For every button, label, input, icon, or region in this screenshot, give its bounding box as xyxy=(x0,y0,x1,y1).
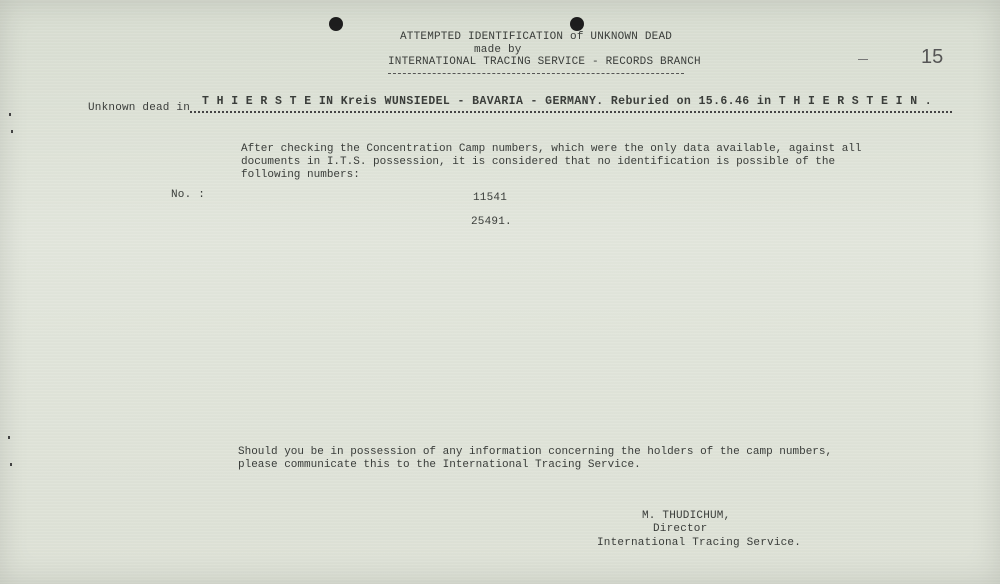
closing-paragraph xyxy=(238,446,832,472)
burial-place-line: T H I E R S T E IN Kreis WUNSIEDEL - BAVARIA - GERMANY. Reburied on 15.6.46 in T H I E R S T E I N . xyxy=(202,95,933,108)
unknown-dead-label: Unknown dead in xyxy=(88,102,191,114)
document-title: ATTEMPTED IDENTIFICATION of UNKNOWN DEAD xyxy=(400,31,673,43)
punch-hole xyxy=(329,17,343,31)
document-subtitle: made by xyxy=(474,44,522,56)
margin-speck xyxy=(9,113,11,116)
page-number: 15 xyxy=(921,46,944,68)
punch-hole xyxy=(570,17,584,31)
camp-number: 11541 xyxy=(473,192,508,204)
closing-line: please communicate this to the International Tracing Service. xyxy=(238,459,641,471)
body-paragraph xyxy=(241,143,862,182)
margin-speck xyxy=(8,436,10,439)
margin-mark xyxy=(858,59,868,60)
margin-speck xyxy=(10,463,12,466)
body-line: documents in I.T.S. possession, it is considered that no identification is possible of the xyxy=(241,156,836,168)
camp-number: 25491. xyxy=(471,216,512,228)
numbers-label: No. : xyxy=(171,189,206,201)
issuing-branch: INTERNATIONAL TRACING SERVICE - RECORDS BRANCH xyxy=(388,56,701,68)
header-divider xyxy=(388,73,684,74)
signatory-organization: International Tracing Service. xyxy=(597,537,802,549)
signatory-title: Director xyxy=(653,523,708,535)
margin-speck xyxy=(11,130,13,133)
signatory-name: M. THUDICHUM, xyxy=(642,510,731,522)
closing-line: Should you be in possession of any information concerning the holders of the camp numbers, xyxy=(238,446,833,458)
body-line: After checking the Concentration Camp numbers, which were the only data available, against all xyxy=(241,143,862,155)
body-line: following numbers: xyxy=(241,169,360,181)
dotted-fill-line xyxy=(190,111,952,113)
